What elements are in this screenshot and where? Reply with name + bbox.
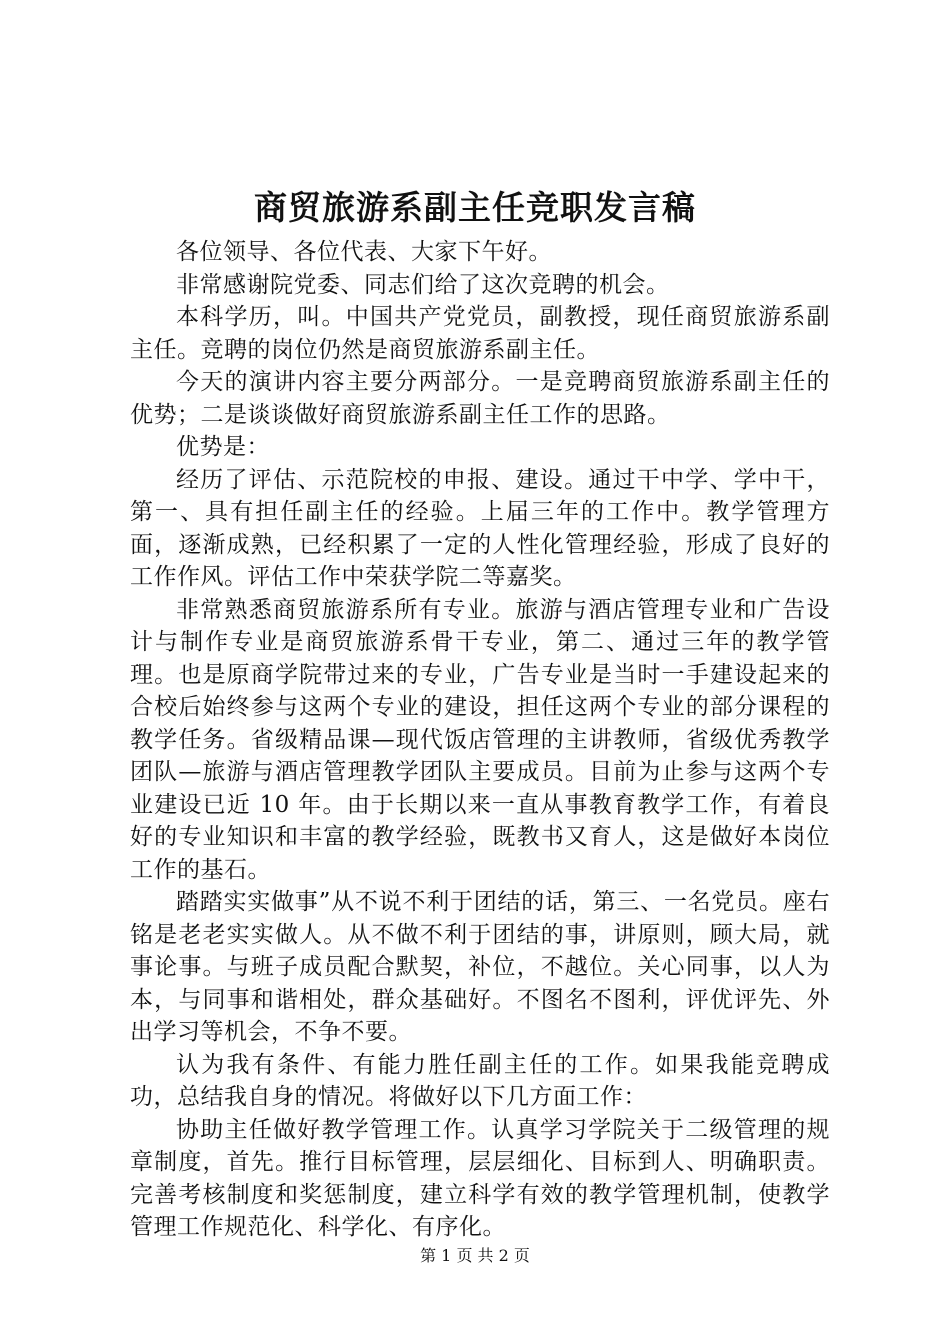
paragraph-advantage-expertise: 非常熟悉商贸旅游系所有专业。旅游与酒店管理专业和广告设计与制作专业是商贸旅游系骨干专业，第二、通过三年的教学管理。也是原商学院带过来的专业，广告专业是当时一手建设起来的合校后始终参与这两个专业的建设，担任这两个专业的部分课程的教学任务。省级精品课—现代饭店管理的主讲教师，省级优秀教学团队—旅游与酒店管理教学团队主要成员。目前为止参与这两个专业建设已近 10 年。由于长期以来一直从事教育教学工作，有着良好的专业知识和丰富的教学经验，既教书又育人，这是做好本岗位工作的基石。: [130, 596, 830, 883]
paragraph-plan-teaching-management: 协助主任做好教学管理工作。认真学习学院关于二级管理的规章制度，首先。推行目标管理，层层细化、目标到人、明确职责。完善考核制度和奖惩制度，建立科学有效的教学管理机制，使教学管理工作规范化、科学化、有序化。: [130, 1116, 830, 1240]
paragraph-outline: 今天的演讲内容主要分两部分。一是竞聘商贸旅游系副主任的优势；二是谈谈做好商贸旅游系副主任工作的思路。: [130, 369, 830, 428]
page-footer: 第 1 页 共 2 页: [420, 1246, 530, 1265]
paragraph-greeting: 各位领导、各位代表、大家下午好。: [176, 239, 552, 265]
paragraph-thanks: 非常感谢院党委、同志们给了这次竞聘的机会。: [176, 271, 670, 298]
paragraph-advantage-experience: 经历了评估、示范院校的申报、建设。通过干中学、学中干，第一、具有担任副主任的经验。上届三年的工作中。教学管理方面，逐渐成熟，已经积累了一定的人性化管理经验，形成了良好的工作作风。评估工作中荣获学院二等嘉奖。: [130, 466, 830, 590]
paragraph-introduction: 本科学历，叫。中国共产党党员，副教授，现任商贸旅游系副主任。竞聘的岗位仍然是商贸旅游系副主任。: [130, 304, 830, 363]
paragraph-plan-intro: 认为我有条件、有能力胜任副主任的工作。如果我能竞聘成功，总结我自身的情况。将做好以下几方面工作：: [130, 1051, 830, 1110]
paragraph-advantages-heading: 优势是：: [176, 434, 270, 460]
document-title: 商贸旅游系副主任竞职发言稿: [254, 188, 696, 227]
document-body: [130, 236, 830, 1244]
paragraph-advantage-character: 踏踏实实做事”从不说不利于团结的话，第三、一名党员。座右铭是老老实实做人。从不做不利于团结的事，讲原则，顾大局，就事论事。与班子成员配合默契，补位，不越位。关心同事，以人为本，与同事和谐相处，群众基础好。不图名不图利，评优评先、外出学习等机会，不争不要。: [130, 889, 830, 1045]
